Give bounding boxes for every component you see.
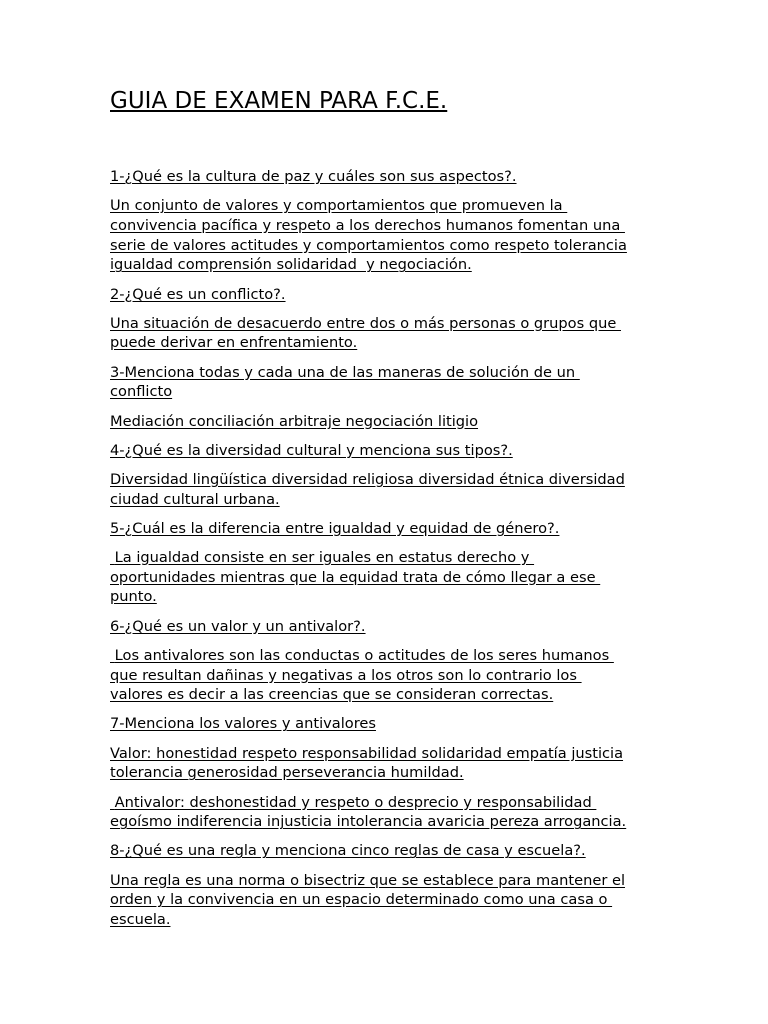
question-paragraph (110, 519, 670, 539)
text-line: conflicto (110, 383, 173, 401)
text-line: egoísmo indiferencia injusticia intolerancia avaricia pereza arrogancia. (110, 813, 627, 831)
text-line: convivencia pacífica y respeto a los derechos humanos fomentan una (110, 216, 625, 234)
text-line: igualdad comprensión solidaridad y negociación. (110, 256, 472, 274)
text-line: valores es decir a las creencias que se consideran correctas. (110, 686, 554, 704)
text-line: 6-¿Qué es un valor y un antivalor?. (110, 617, 366, 635)
text-line: Diversidad lingüística diversidad religiosa diversidad étnica diversidad (110, 470, 625, 488)
text-line: 4-¿Qué es la diversidad cultural y menciona sus tipos?. (110, 441, 513, 459)
text-line: 8-¿Qué es una regla y menciona cinco reglas de casa y escuela?. (110, 842, 586, 860)
answer-paragraph (110, 470, 670, 509)
text-line: 3-Menciona todas y cada una de las maneras de solución de un (110, 363, 580, 381)
text-line: 7-Menciona los valores y antivalores (110, 715, 376, 733)
question-paragraph (110, 841, 670, 861)
question-paragraph (110, 714, 670, 734)
answer-paragraph (110, 314, 670, 353)
text-line: Antivalor: deshonestidad y respeto o desprecio y responsabilidad (110, 793, 597, 811)
answer-paragraph (110, 412, 670, 432)
answer-paragraph (110, 793, 670, 832)
text-line: Una situación de desacuerdo entre dos o más personas o grupos que (110, 314, 621, 332)
text-line: 2-¿Qué es un conflicto?. (110, 285, 286, 303)
text-line: Mediación conciliación arbitraje negociación litigio (110, 412, 479, 430)
page-title: GUIA DE EXAMEN PARA F.C.E. (110, 88, 448, 114)
text-line: escuela. (110, 911, 171, 929)
text-line: Los antivalores son las conductas o actitudes de los seres humanos (110, 646, 614, 664)
question-paragraph (110, 167, 670, 187)
text-line: serie de valores actitudes y comportamientos como respeto tolerancia (110, 236, 627, 254)
text-line: ciudad cultural urbana. (110, 490, 280, 508)
text-line: 1-¿Qué es la cultura de paz y cuáles son sus aspectos?. (110, 168, 517, 185)
document-body (110, 167, 670, 930)
document-page (110, 86, 670, 939)
text-line: que resultan dañinas y negativas a los otros son lo contrario los (110, 666, 582, 684)
text-line: 5-¿Cuál es la diferencia entre igualdad y equidad de género?. (110, 519, 560, 537)
text-line: puede derivar en enfrentamiento. (110, 334, 358, 352)
answer-paragraph (110, 196, 670, 275)
question-paragraph (110, 617, 670, 637)
text-line: Una regla es una norma o bisectriz que se establece para mantener el (110, 871, 625, 889)
answer-paragraph (110, 744, 670, 783)
text-line: orden y la convivencia en un espacio determinado como una casa o (110, 891, 613, 909)
question-paragraph (110, 441, 670, 461)
text-line: punto. (110, 588, 157, 606)
question-paragraph (110, 363, 670, 402)
text-line: La igualdad consiste en ser iguales en estatus derecho y (110, 549, 535, 567)
question-paragraph (110, 285, 670, 305)
text-line: Valor: honestidad respeto responsabilidad solidaridad empatía justicia (110, 744, 624, 762)
text-line: oportunidades mientras que la equidad trata de cómo llegar a ese (110, 568, 601, 586)
answer-paragraph (110, 646, 670, 705)
text-line: Un conjunto de valores y comportamientos que promueven la (110, 197, 568, 215)
answer-paragraph (110, 871, 670, 930)
answer-paragraph (110, 548, 670, 607)
text-line: tolerancia generosidad perseverancia humildad. (110, 764, 464, 782)
